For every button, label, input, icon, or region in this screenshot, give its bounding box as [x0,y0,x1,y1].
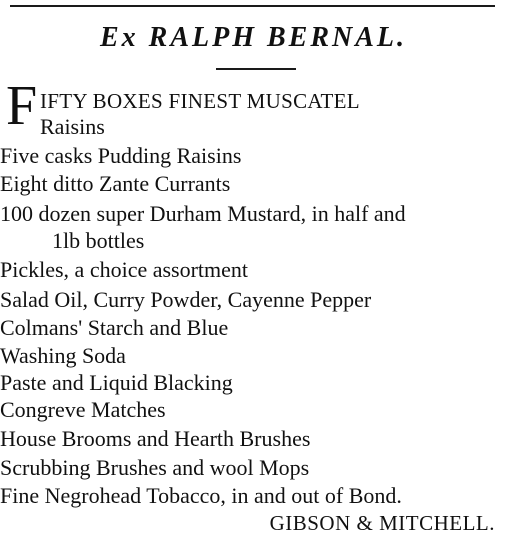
list-item: Scrubbing Brushes and wool Mops [0,455,310,480]
list-item: Five casks Pudding Raisins [0,143,242,168]
list-item: Eight ditto Zante Currants [0,171,231,196]
list-item: Washing Soda [0,343,126,368]
first-line-continuation: Raisins [40,114,105,139]
headline-rule [216,68,296,70]
list-item: 1lb bottles [52,228,145,253]
first-line: IFTY BOXES FINEST MUSCATEL [40,89,360,113]
list-item: Colmans' Starch and Blue [0,315,229,340]
list-item: Salad Oil, Curry Powder, Cayenne Pepper [0,287,372,312]
list-item: Congreve Matches [0,397,166,422]
list-item: Paste and Liquid Blacking [0,370,233,395]
signature: GIBSON & MITCHELL. [269,511,495,535]
drop-cap: F [6,75,38,137]
list-item: 100 dozen super Durham Mustard, in half and [0,201,406,226]
list-item: Pickles, a choice assortment [0,257,249,282]
headline: Ex RALPH BERNAL. [99,22,408,53]
top-rule [10,5,495,7]
list-item: Fine Negrohead Tobacco, in and out of Bond. [0,483,402,508]
list-item: House Brooms and Hearth Brushes [0,426,311,451]
